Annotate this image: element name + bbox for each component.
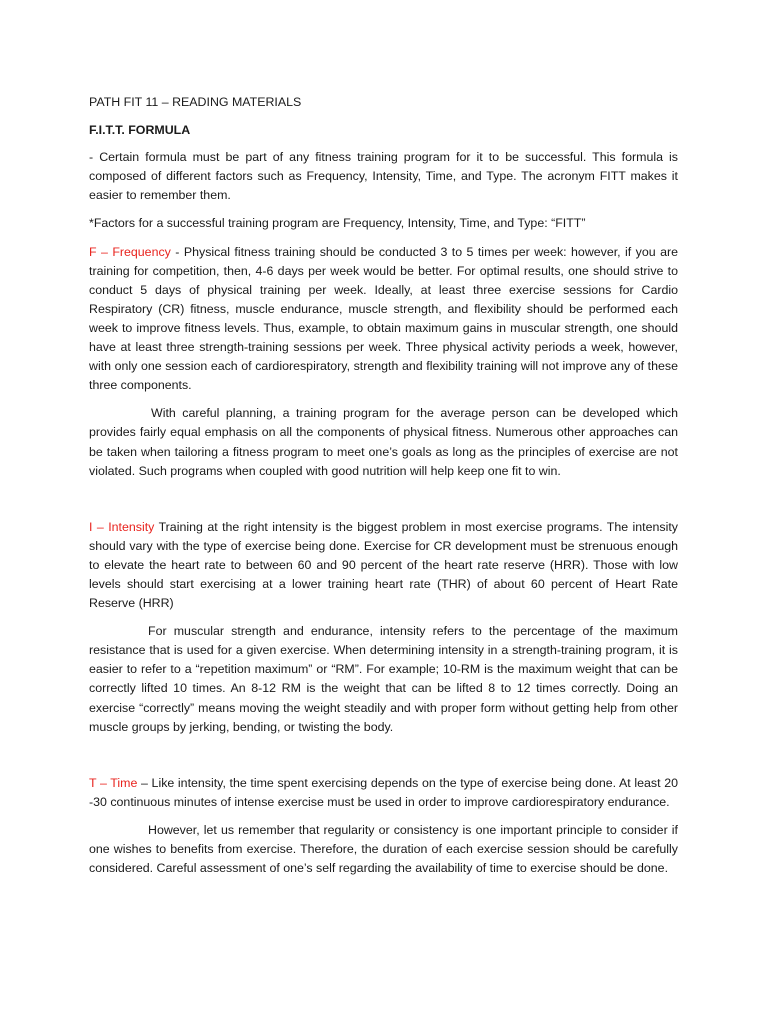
document-title: PATH FIT 11 – READING MATERIALS [89,95,302,109]
frequency-term: F – Frequency [89,244,171,259]
fitt-summary-paragraph: *Factors for a successful training program are Frequency, Intensity, Time, and Type: “FITT” [89,216,586,231]
frequency-text: - Physical fitness training should be conducted 3 to 5 times per week: however, if you are training for competition, then, 4-6 days per week would be better. For optimal results, one should strive to conduct 5 days of physical training per week. Ideally, at least three exercise sessions for Cardio Respiratory (CR) fitness, muscle endurance, muscle strength, and flexibility should be performed each week to improve fitness levels. Thus, example, to obtain maximum gains in muscular strength, one should have at least three strength-training sessions per week. Three physical activity periods a week, however, with only one session each of cardiorespiratory, strength and flexibility training will not improve any of these three components. [89,244,678,393]
frequency-paragraph [89,243,678,396]
intensity-text: Training at the right intensity is the biggest problem in most exercise programs. The intensity should vary with the type of exercise being done. Exercise for CR development must be strenuous enough to elevate the heart rate to between 60 and 90 percent of the heart rate reserve (HRR). Those with low levels should start exercising at a lower training heart rate (THR) of about 60 percent of Heart Rate Reserve (HRR) [89,519,678,611]
intro-paragraph: - Certain formula must be part of any fitness training program for it to be successful. This formula is composed of different factors such as Frequency, Intensity, Time, and Type. The acronym FITT makes it easier to remember them. [89,150,678,203]
section-heading: F.I.T.T. FORMULA [89,123,191,138]
intensity-paragraph-2: For muscular strength and endurance, intensity refers to the percentage of the maximum resistance that is used for a given exercise. When determining intensity in a strength-training program, it is easier to refer to a “repetition maximum” or “RM”. For example; 10-RM is the maximum weight that can be correctly lifted 10 times. An 8-12 RM is the weight that can be lifted 8 to 12 times correctly. Doing an exercise “correctly” means moving the weight steadily and with proper form without getting help from other muscle groups by jerking, bending, or twisting the body. [89,624,678,734]
intensity-term: I – Intensity [89,519,155,534]
intensity-paragraph [89,518,678,613]
time-paragraph [89,774,678,812]
time-term: T – Time [89,775,138,790]
document-body [89,93,678,878]
time-text: – Like intensity, the time spent exercising depends on the type of exercise being done. At least 20 -30 continuous minutes of intense exercise must be used in order to improve cardiorespiratory endurance. [89,775,678,809]
frequency-paragraph-2: With careful planning, a training program for the average person can be developed which provides fairly equal emphasis on all the components of physical fitness. Numerous other approaches can be taken when tailoring a fitness program to meet one’s goals as long as the principles of exercise are not violated. Such programs when coupled with good nutrition will help keep one fit to win. [89,406,678,478]
time-paragraph-2: However, let us remember that regularity or consistency is one important principle to consider if one wishes to benefits from exercise. Therefore, the duration of each exercise session should be carefully considered. Careful assessment of one’s self regarding the availability of time to exercise should be done. [89,822,678,876]
